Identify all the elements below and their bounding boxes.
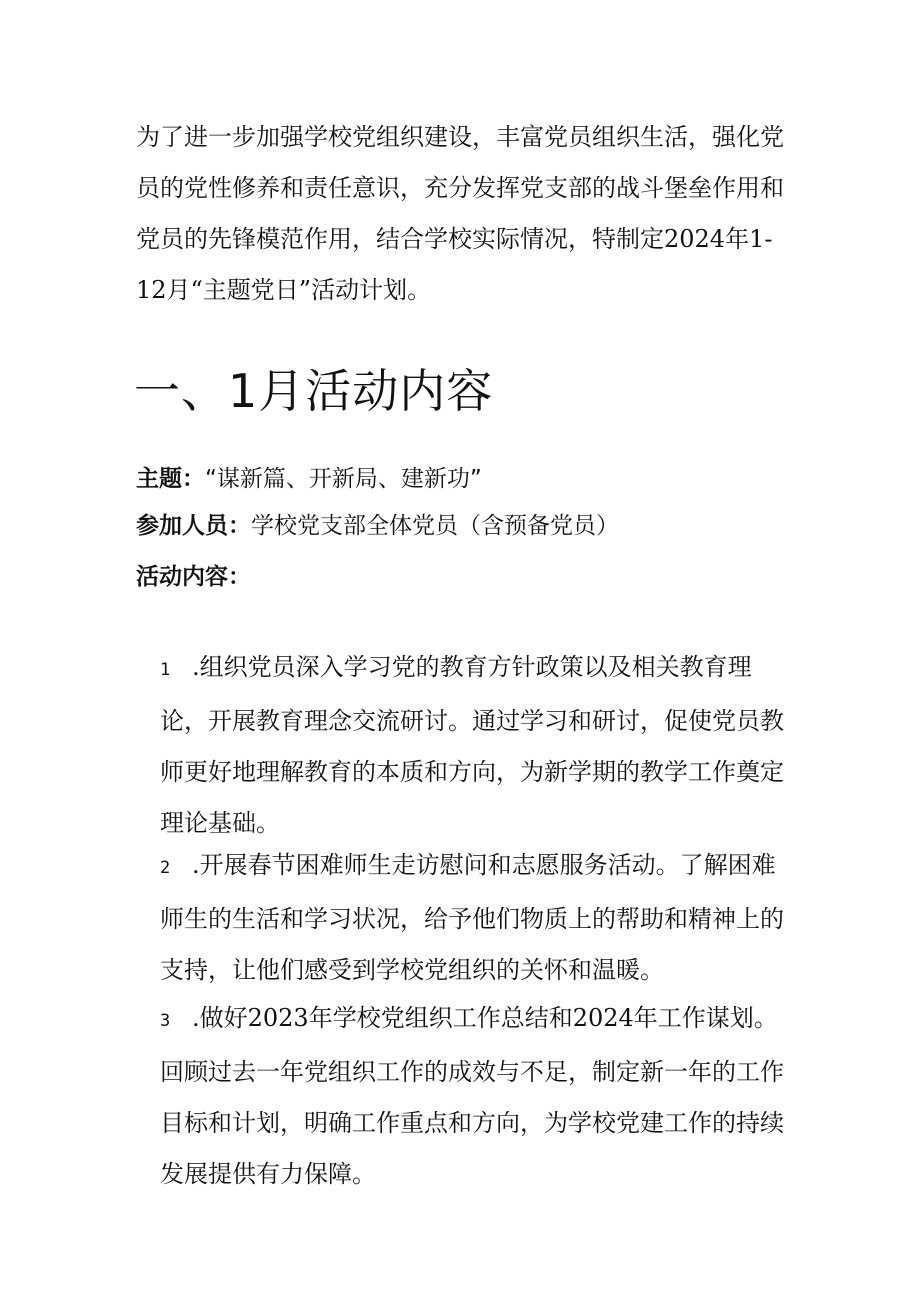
list-item-number: 1 <box>160 660 171 680</box>
theme-value: “谋新篇、开新局、建新功” <box>205 466 482 492</box>
list-item-number: 2 <box>160 858 171 878</box>
list-item <box>160 993 796 1200</box>
participants-line <box>136 511 619 541</box>
list-item <box>160 840 796 996</box>
theme-line <box>136 464 482 494</box>
list-item-text: .开展春节困难师生走访慰问和志愿服务活动。了解困难师生的生活和学习状况，给予他们物质上的帮助和精神上的支持，让他们感受到学校党组织的关怀和温暖。 <box>160 851 784 984</box>
content-label: 活动内容： <box>136 564 251 590</box>
intro-paragraph: 为了进一步加强学校党组织建设，丰富党员组织生活，强化党员的党性修养和责任意识，充分发挥党支部的战斗堡垒作用和党员的先锋模范作用，结合学校实际情况，特制定2024年1-12月“主题党日”活动计划。 <box>136 123 784 304</box>
theme-label: 主题： <box>136 466 205 492</box>
list-item-number: 3 <box>160 1011 171 1031</box>
participants-label: 参加人员： <box>136 513 251 539</box>
list-item-text: .组织党员深入学习党的教育方针政策以及相关教育理论，开展教育理念交流研讨。通过学习和研讨，促使党员教师更好地理解教育的本质和方向，为新学期的教学工作奠定理论基础。 <box>160 653 784 837</box>
content-line <box>136 562 251 592</box>
list-item <box>160 642 796 849</box>
list-item-text: .做好2023年学校党组织工作总结和2024年工作谋划。回顾过去一年党组织工作的成效与不足，制定新一年的工作目标和计划，明确工作重点和方向，为学校党建工作的持续发展提供有力保障。 <box>160 1004 784 1188</box>
participants-value: 学校党支部全体党员（含预备党员） <box>251 513 619 539</box>
section-title: 一、1月活动内容 <box>134 364 494 418</box>
